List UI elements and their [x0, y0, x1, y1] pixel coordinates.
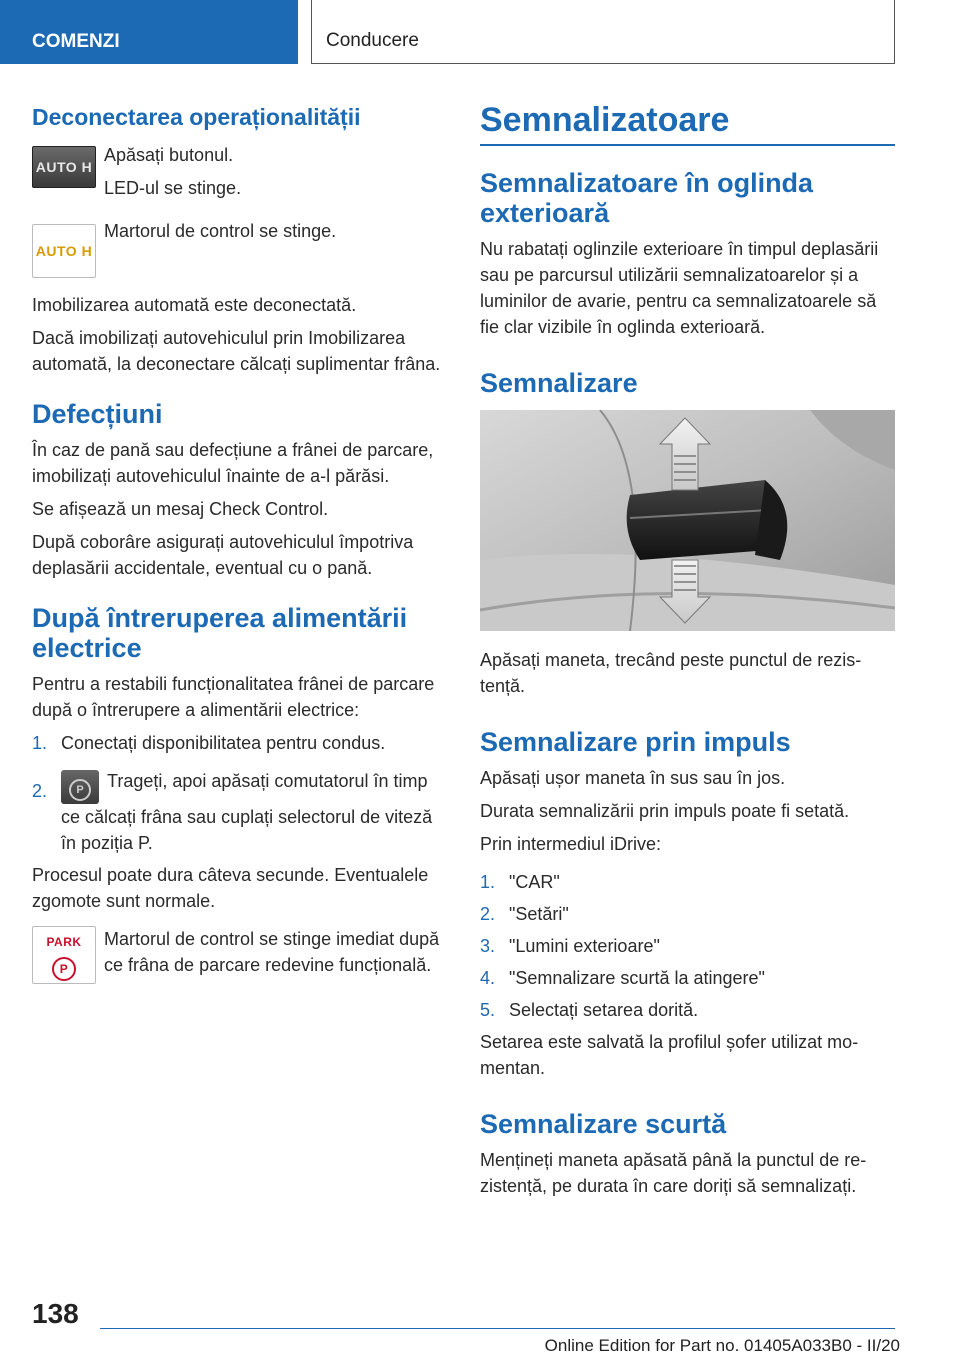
para: Apăsați butonul. — [104, 145, 234, 165]
list-text: "Semnalizare scurtă la atingere" — [509, 968, 765, 988]
list-number: 1. — [480, 872, 496, 892]
para: Se afișează un mesaj Check Control. — [32, 499, 329, 519]
auto-h-indicator-icon: AUTO H — [32, 224, 96, 278]
list-number: 2. — [32, 781, 48, 801]
para: Mențineți maneta apăsată până la punctul de rezistență, pe durata în care doriți să semnalizați. — [480, 1150, 867, 1196]
list-number: 4. — [480, 968, 496, 988]
heading-scurta: Semnalizare scurtă — [480, 1109, 727, 1139]
para: După coborâre asigurați autovehiculul împotriva deplasării accidentale, eventual cu o pană. — [32, 532, 414, 578]
list-item — [480, 901, 895, 927]
para: LED-ul se stinge. — [104, 178, 242, 198]
list-item — [480, 997, 895, 1023]
right-steps-list — [480, 869, 895, 1023]
para: Durata semnalizării prin impuls poate fi setată. — [480, 801, 850, 821]
heading-semnalizare: Semnalizare — [480, 368, 638, 398]
list-text: "Setări" — [509, 904, 569, 924]
heading-deconectare: Deconectarea operaționalității — [32, 104, 361, 130]
list-number: 5. — [480, 1000, 496, 1020]
list-number: 1. — [32, 733, 48, 753]
list-text: "CAR" — [509, 872, 560, 892]
list-text: Conectați disponibilitatea pentru condus. — [61, 733, 386, 753]
para: Apăsați maneta, trecând peste punctul de rezistență. — [480, 650, 862, 696]
turn-signal-lever-image — [480, 410, 895, 631]
para: În caz de pană sau defecțiune a frânei de parcare, imobilizați autovehiculul înainte de a-l părăsi. — [32, 440, 434, 486]
footer-rule — [100, 1328, 895, 1329]
list-item — [32, 768, 442, 856]
heading-defectiuni: Defecțiuni — [32, 399, 163, 429]
park-indicator-row — [32, 926, 442, 985]
page-number: 138 — [32, 1298, 79, 1329]
para: Imobilizarea automată este deconectată. — [32, 295, 357, 315]
heading-rule — [480, 144, 895, 146]
para: Martorul de control se stinge. — [104, 221, 337, 241]
left-column — [32, 100, 442, 991]
list-number: 3. — [480, 936, 496, 956]
list-text: "Lumini exterioare" — [509, 936, 660, 956]
list-item — [32, 730, 442, 756]
autoh-button-row — [32, 142, 442, 208]
list-item — [480, 933, 895, 959]
autoh-indicator-row — [32, 218, 442, 278]
park-indicator-icon: PARK P — [32, 926, 96, 984]
list-item — [480, 965, 895, 991]
para: Prin intermediul iDrive: — [480, 834, 662, 854]
heading-impuls: Semnalizare prin impuls — [480, 727, 791, 757]
para: Dacă imobilizați autovehiculul prin Imobilizarea automată, la deconectare călcați suplimentar frâna. — [32, 328, 441, 374]
left-steps-list — [32, 730, 442, 856]
parking-brake-switch-icon: P — [61, 770, 99, 804]
para: Procesul poate dura câteva secunde. Eventualele zgomote sunt normale. — [32, 865, 429, 911]
right-column — [480, 100, 895, 1206]
header-section-title: Conducere — [311, 0, 895, 64]
footer-edition: Online Edition for Part no. 01405A033B0 - II/20 — [544, 1336, 900, 1355]
auto-h-button-icon: AUTO H — [32, 146, 96, 188]
heading-oglinda: Semnalizatoare în oglinda exterioară — [480, 168, 814, 228]
list-number: 2. — [480, 904, 496, 924]
list-item — [480, 869, 895, 895]
heading-semnalizatoare: Semnalizatoare — [480, 101, 730, 139]
list-text: Trageți, apoi apăsați comutatorul în timp ce călcați frâna sau cuplați selectorul de viteză în poziția P. — [61, 771, 433, 853]
para: Apăsați ușor maneta în sus sau în jos. — [480, 768, 786, 788]
list-text: Selectați setarea dorită. — [509, 1000, 699, 1020]
para: Pentru a restabili funcționalitatea frânei de parcare după o întrerupere a alimentării electrice: — [32, 674, 435, 720]
heading-intrerupere: După întreruperea alimentării electrice — [32, 603, 408, 663]
para: Martorul de control se stinge imediat după ce frâna de parcare redevine funcțională. — [104, 929, 440, 975]
header-chapter-tab: COMENZI — [0, 0, 298, 64]
para: Setarea este salvată la profilul șofer utilizat momentan. — [480, 1032, 859, 1078]
para: Nu rabatați oglinzile exterioare în timpul deplasării sau pe parcursul utilizării semnalizatoarelor și a luminilor de avarie, pentru ca semnalizatoarele să fie clar vizibile în oglinda exterioară. — [480, 239, 879, 337]
